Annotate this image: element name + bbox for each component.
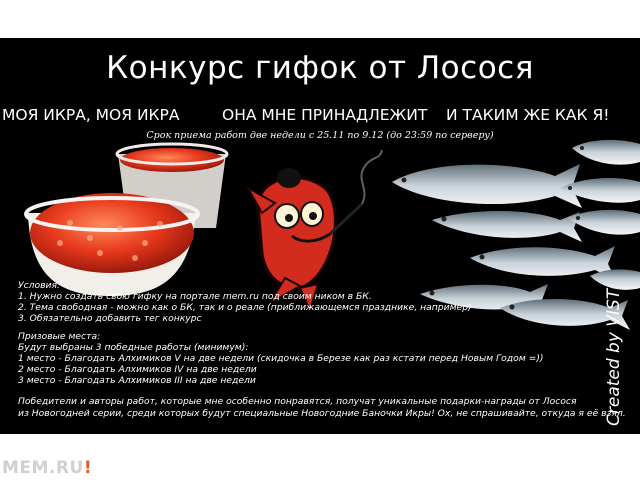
contest-title: Конкурс гифок от Лосося bbox=[106, 50, 534, 86]
conditions-heading: Условия: bbox=[18, 280, 61, 291]
credit-text: Created by VIST bbox=[604, 288, 624, 426]
credit-container bbox=[596, 158, 636, 428]
watermark-text: MEM.RU bbox=[2, 458, 84, 478]
prizes-heading: Призовые места: bbox=[18, 331, 101, 342]
mem-ru-watermark bbox=[2, 458, 92, 478]
prize-item-2: 2 место - Благодать Алхимиков IV на две недели bbox=[18, 364, 257, 375]
deadline-text: Срок приема работ две недели с 25.11 по 9.12 (до 23:59 по серверу) bbox=[146, 130, 494, 141]
footer-line-2: из Новогодней серии, среди которых будут специальные Новогодние Баночки Икры! Ох, не спрашивайте, откуда я её взял. bbox=[18, 408, 626, 419]
footer-line-1: Победители и авторы работ, которые мне особенно понравятся, получат уникальные подарки-награды от Лосося bbox=[18, 396, 577, 407]
condition-item-2: 2. Тема свободная - можно как о БК, так и о реале (приближающемся празднике, например) bbox=[18, 302, 472, 313]
prizes-intro: Будут выбраны 3 победные работы (минимум): bbox=[18, 342, 249, 353]
watermark-bang: ! bbox=[83, 458, 93, 478]
prize-item-1: 1 место - Благодать Алхимиков V на две недели (скидочка в Березе как раз кстати перед Новым Годом =)) bbox=[18, 353, 544, 364]
slogan-1: МОЯ ИКРА, МОЯ ИКРА bbox=[2, 106, 180, 124]
prize-item-3: 3 место - Благодать Алхимиков III на две недели bbox=[18, 375, 256, 386]
slogan-3: И ТАКИМ ЖЕ КАК Я! bbox=[446, 106, 610, 124]
salmon-mascot bbox=[248, 150, 382, 310]
contest-banner bbox=[0, 38, 640, 434]
slogan-2: ОНА МНЕ ПРИНАДЛЕЖИТ bbox=[222, 106, 428, 124]
condition-item-3: 3. Обязательно добавить тег конкурс bbox=[18, 313, 202, 324]
condition-item-1: 1. Нужно создать свою гифку на портале mem.ru под своим ником в БК. bbox=[18, 291, 372, 302]
